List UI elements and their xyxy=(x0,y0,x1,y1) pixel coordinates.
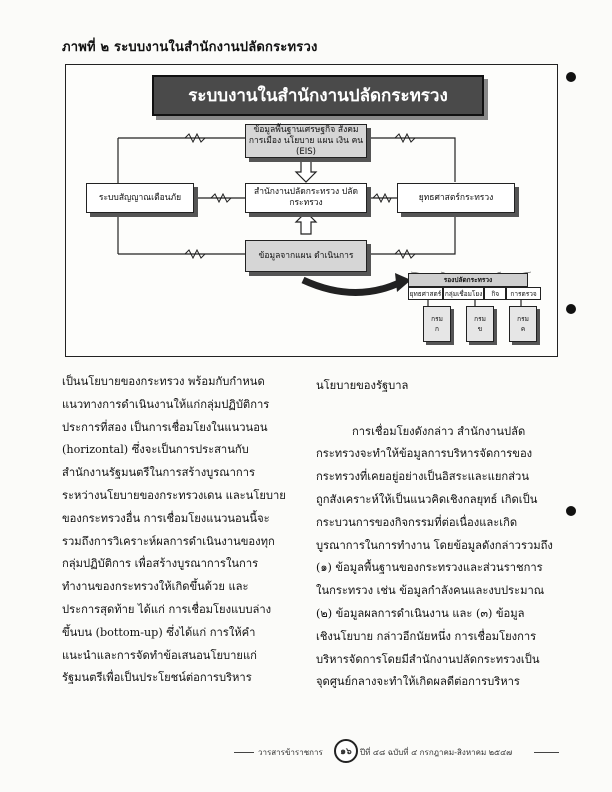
paragraph-line: รวมถึงการวิเคราะห์ผลการดำเนินงานของทุก xyxy=(62,534,275,548)
dept-label: กรม xyxy=(431,315,443,323)
dept-letter: ก xyxy=(435,325,439,333)
paragraph-line: เป็นนโยบายของกระทรวง พร้อมกับกำหนด xyxy=(62,375,265,388)
org-group: กลุ่มเชื่อมโยง xyxy=(443,287,484,300)
footer-issue-info: ปีที่ ๔๘ ฉบับที่ ๔ กรกฎาคม-สิงหาคม ๒๕๔๗ xyxy=(360,748,513,757)
body-left-column xyxy=(62,371,312,690)
paragraph-line: บริหารจัดการโดยมีสำนักงานปลัดกระทรวงเป็น xyxy=(316,652,540,666)
page-footer xyxy=(234,743,559,763)
box-ministry-strategy: ยุทธศาสตร์กระทรวง xyxy=(397,183,515,213)
figure-caption: ภาพที่ ๒ ระบบงานในสำนักงานปลัดกระทรวง xyxy=(62,40,318,55)
org-group: กิจ xyxy=(484,287,506,300)
paragraph-line: กระบวนการของกิจกรรมที่ต่อเนื่องและเกิด xyxy=(316,515,518,529)
dept-letter: ค xyxy=(520,325,526,333)
paragraph-line: กลุ่มปฏิบัติการ เพื่อสร้างบูรณาการในการ xyxy=(62,557,259,571)
paragraph-line: (๑) ข้อมูลพื้นฐานของกระทรวงและส่วนราชการ xyxy=(316,561,543,575)
paragraph-line: ในกระทรวง เช่น ข้อมูลกำลังคนและงบประมาณ xyxy=(316,584,545,598)
paragraph-line: การเชื่อมโยงดังกล่าว สำนักงานปลัด xyxy=(352,424,526,438)
box-permanent-secretary-office: สำนักงานปลัดกระทรวง ปลัดกระทรวง xyxy=(245,183,367,213)
org-group: ยุทธศาสตร์ xyxy=(408,287,443,300)
paragraph-line: ถูกสังเคราะห์ให้เป็นแนวคิดเชิงกลยุทธ์ เกิดเป็น xyxy=(316,492,538,506)
paragraph-line: รัฐมนตรีเพื่อเป็นประโยชน์ต่อการบริหาร xyxy=(62,671,252,685)
binding-hole-icon xyxy=(566,506,576,516)
org-groups-row xyxy=(408,287,541,300)
box-data-eis: ข้อมูลพื้นฐานเศรษฐกิจ สังคม การเมือง นโยบาย แผน เงิน คน (EIS) xyxy=(245,124,367,158)
paragraph-line: กระทรวงจะทำให้ข้อมูลการบริหารจัดการของ xyxy=(316,447,533,461)
paragraph-line: กระทรวงที่เคยอยู่อย่างเป็นอิสระและแยกส่วน xyxy=(316,470,529,484)
binding-hole-icon xyxy=(566,304,576,314)
paragraph-line: ประการสุดท้าย ได้แก่ การเชื่อมโยงแบบล่าง xyxy=(62,602,272,616)
binding-hole-icon xyxy=(566,72,576,82)
org-group: การตรวจ xyxy=(506,287,541,300)
paragraph-line: สำนักงานรัฐมนตรีในการสร้างบูรณาการ xyxy=(62,466,255,480)
box-operational-plan-data: ข้อมูลจากแผน ดำเนินการ xyxy=(245,240,367,272)
paragraph-line: ขึ้นบน (bottom-up) ซึ่งได้แก่ การให้คำ xyxy=(62,625,256,639)
paragraph-line: นโยบายของรัฐบาล xyxy=(316,379,409,392)
paragraph-line: แนะนำและการจัดทำข้อเสนอนโยบายแก่ xyxy=(62,648,257,662)
paragraph-line: ประการที่สอง เป็นการเชื่อมโยงในแนวนอน xyxy=(62,420,268,434)
org-deputy-header: รองปลัดกระทรวง xyxy=(408,273,528,287)
paragraph-line: (horizontal) ซึ่งจะเป็นการประสานกับ xyxy=(62,443,249,457)
dept-box-c xyxy=(509,306,537,342)
box-early-warning-system: ระบบสัญญาณเตือนภัย xyxy=(86,183,194,213)
paragraph-line: เชิงนโยบาย กล่าวอีกนัยหนึ่ง การเชื่อมโยงการ xyxy=(316,629,537,643)
dept-label: กรม xyxy=(517,315,529,323)
dept-box-b xyxy=(466,306,494,342)
paragraph-line: ทำงานของกระทรวงให้เกิดขึ้นด้วย และ xyxy=(62,580,249,594)
paragraph-line: แนวทางการดำเนินงานให้แก่กลุ่มปฏิบัติการ xyxy=(62,397,270,411)
body-right-column xyxy=(316,375,558,694)
page-number: ๑๖ xyxy=(340,747,352,757)
paragraph-line: บูรณาการในการทำงาน โดยข้อมูลดังกล่าวรวมถึง xyxy=(316,538,553,552)
paragraph-line: (๒) ข้อมูลผลการดำเนินงาน และ (๓) ข้อมูล xyxy=(316,606,525,620)
diagram-title: ระบบงานในสำนักงานปลัดกระทรวง xyxy=(152,75,484,116)
paragraph-line: ของกระทรวงอื่น การเชื่อมโยงแนวนอนนี้จะ xyxy=(62,511,270,525)
paragraph xyxy=(316,421,558,695)
paragraph-line: ระหว่างนโยบายของกระทรวงเดน และนโยบาย xyxy=(62,488,286,502)
dept-letter: ข xyxy=(477,325,483,333)
dept-box-a xyxy=(423,306,451,342)
paragraph-line: จุดศูนย์กลางจะทำให้เกิดผลดีต่อการบริหาร xyxy=(316,675,520,689)
footer-journal-name: วารสารข้าราชการ xyxy=(258,748,323,757)
page-number-badge xyxy=(334,739,358,763)
dept-label: กรม xyxy=(474,315,486,323)
